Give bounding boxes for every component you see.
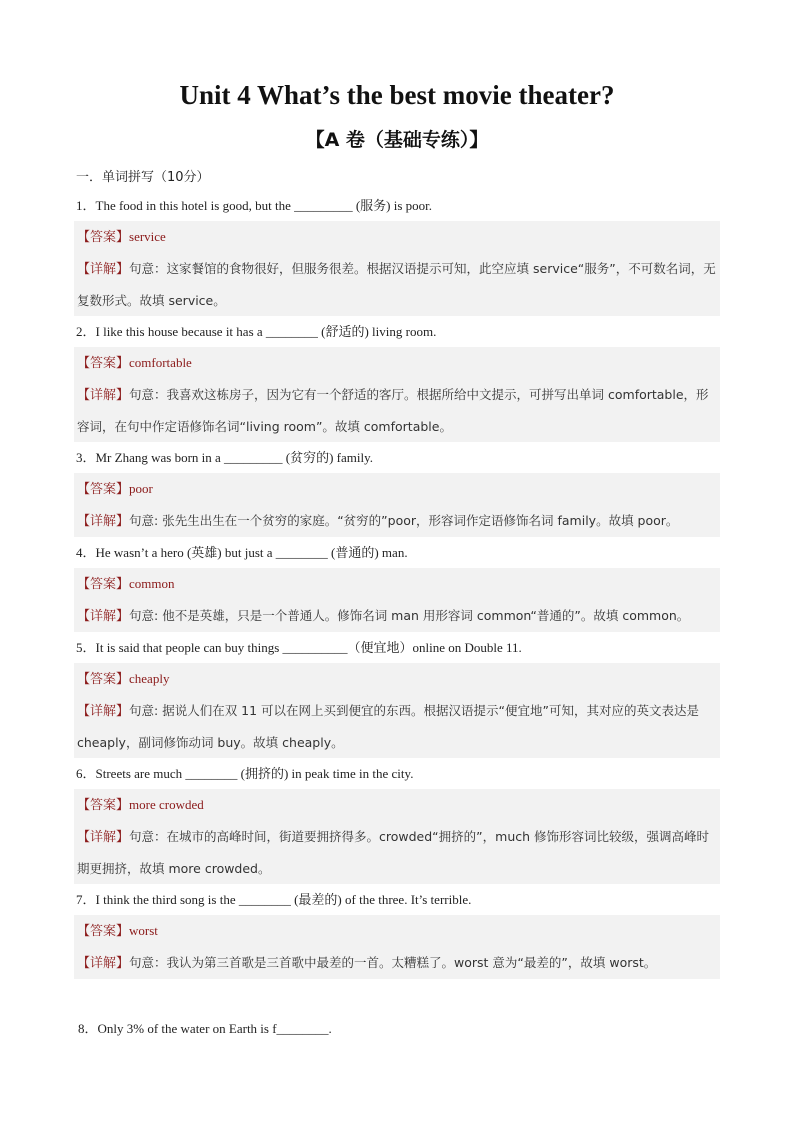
answer-text: comfortable [129, 355, 192, 370]
answer-box [74, 663, 720, 695]
answer-tag: 【答案】 [77, 482, 130, 497]
answer-tag: 【答案】 [77, 672, 130, 687]
detail-tag: 【详解】 [77, 514, 130, 529]
detail-box [74, 947, 720, 979]
page-subtitle: 【A 卷（基础专练）】 [305, 129, 489, 151]
answer-text: worst [129, 923, 158, 938]
detail-box [74, 253, 720, 316]
answer-box [74, 789, 720, 821]
detail-tag: 【详解】 [77, 830, 130, 845]
question-text: 5．It is said that people can buy things __________（便宜地）online on Double 11. [76, 640, 522, 655]
detail-tag: 【详解】 [77, 956, 130, 971]
page-title: Unit 4 What’s the best movie theater? [179, 80, 615, 110]
answer-box [74, 473, 720, 505]
detail-tag: 【详解】 [77, 388, 130, 403]
question-text: 7．I think the third song is the ________ (最差的) of the three. It’s terrible. [76, 892, 472, 907]
answer-text: service [129, 229, 166, 244]
answer-text: more crowded [129, 797, 204, 812]
detail-box [74, 821, 720, 884]
question-item [74, 316, 720, 442]
detail-text: 句意: 据说人们在双 11 可以在网上买到便宜的东西。根据汉语提示“便宜地”可知，其对应的英文表达是 cheaply，副词修饰动词 buy。故填 cheaply。 [77, 703, 700, 750]
question-text: 1．The food in this hotel is good, but the _________ (服务) is poor. [76, 198, 433, 213]
question-text: 6．Streets are much ________ (拥挤的) in peak time in the city. [76, 766, 414, 781]
answer-tag: 【答案】 [77, 577, 130, 592]
answer-box [74, 221, 720, 253]
answer-text: poor [129, 481, 153, 496]
question-item [74, 758, 720, 884]
answer-tag: 【答案】 [77, 230, 130, 245]
detail-text: 句意：在城市的高峰时间，街道要拥挤得多。crowded“拥挤的”，much 修饰形容词比较级，强调高峰时期更拥挤，故填 more crowded。 [77, 829, 710, 876]
detail-box [74, 505, 720, 537]
detail-tag: 【详解】 [77, 704, 130, 719]
question-text: 2．I like this house because it has a ________ (舒适的) living room. [76, 324, 437, 339]
question-8-text: 8．Only 3% of the water on Earth is f________. [78, 1021, 332, 1036]
answer-text: cheaply [129, 671, 170, 686]
answer-text: common [129, 576, 175, 591]
detail-box [74, 600, 720, 632]
detail-text: 句意: 张先生出生在一个贫穷的家庭。“贫穷的”poor，形容词作定语修饰名词 family。故填 poor。 [129, 513, 679, 528]
question-item [74, 190, 720, 316]
question-text: 4．He wasn’t a hero (英雄) but just a ________ (普通的) man. [76, 545, 408, 560]
detail-tag: 【详解】 [77, 262, 130, 277]
answer-box [74, 915, 720, 947]
answer-tag: 【答案】 [77, 924, 130, 939]
question-item [74, 632, 720, 758]
detail-box [74, 379, 720, 442]
question-item [74, 537, 720, 632]
detail-text: 句意：我认为第三首歌是三首歌中最差的一首。太糟糕了。worst 意为“最差的”，故填 worst。 [129, 955, 657, 970]
detail-box [74, 695, 720, 758]
detail-tag: 【详解】 [77, 609, 130, 624]
detail-text: 句意：我喜欢这栋房子，因为它有一个舒适的客厅。根据所给中文提示，可拼写出单词 comfortable，形容词，在句中作定语修饰名词“living room”。故填 comfortable。 [77, 387, 709, 434]
question-item [74, 442, 720, 537]
section-heading: 一．单词拼写（10分） [76, 170, 210, 185]
question-list [74, 190, 720, 979]
detail-text: 句意: 他不是英雄，只是一个普通人。修饰名词 man 用形容词 common“普通的”。故填 common。 [129, 608, 690, 623]
answer-box [74, 568, 720, 600]
detail-text: 句意：这家餐馆的食物很好，但服务很差。根据汉语提示可知，此空应填 service“服务”，不可数名词，无复数形式。故填 service。 [77, 261, 716, 308]
question-item [74, 884, 720, 979]
question-text: 3．Mr Zhang was born in a _________ (贫穷的) family. [76, 450, 374, 465]
answer-tag: 【答案】 [77, 798, 130, 813]
answer-tag: 【答案】 [77, 356, 130, 371]
answer-box [74, 347, 720, 379]
